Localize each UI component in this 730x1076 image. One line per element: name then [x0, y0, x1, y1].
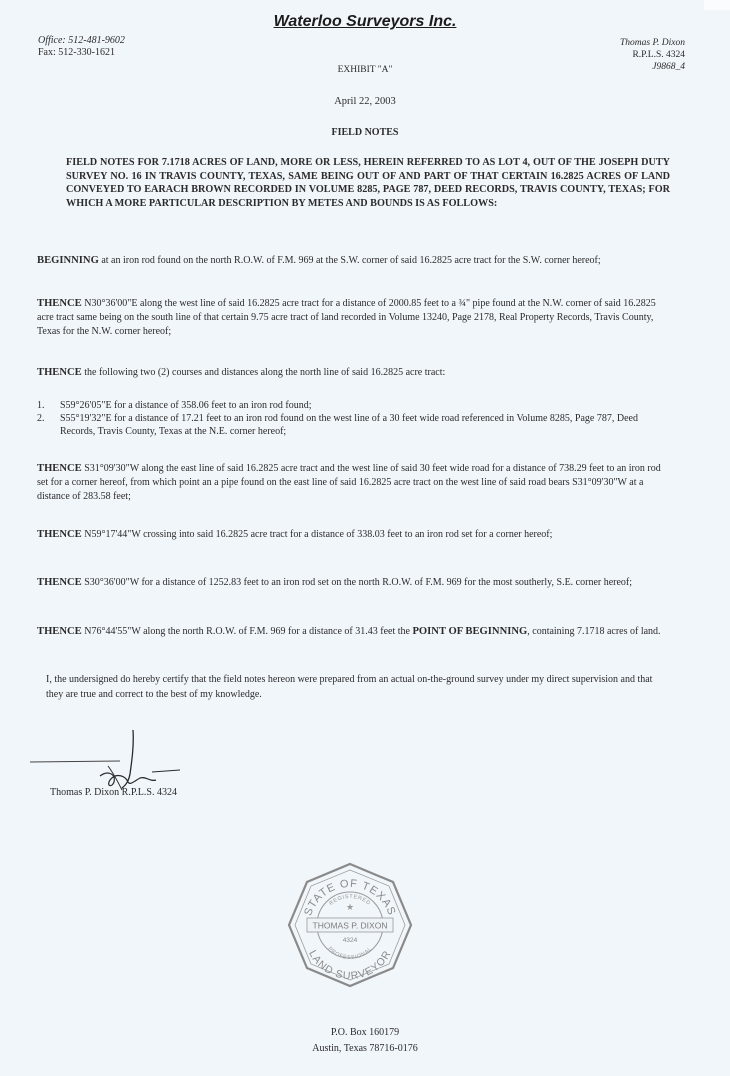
- svg-text:LAND SURVEYOR: [306, 948, 393, 982]
- paragraph-keyword: THENCE: [37, 577, 82, 588]
- paragraph-text: S30°36'00"W for a distance of 1252.83 feet to an iron rod set on the north R.O.W. of F.M. 969 for the most southerly, S.E. corner hereof;: [81, 577, 633, 588]
- license-number: R.P.L.S. 4324: [632, 50, 685, 60]
- footer-address: [0, 1025, 730, 1057]
- paragraph-point-of-beginning: [37, 625, 667, 639]
- paragraph-text: at an iron rod found on the north R.O.W. of F.M. 969 at the S.W. corner of said 16.2825 acre tract for the S.W. corner hereof;: [98, 255, 601, 266]
- paragraph-course-south: [37, 462, 667, 504]
- signature-name: Thomas P. Dixon R.P.L.S. 4324: [50, 787, 177, 798]
- po-box: P.O. Box 160179: [330, 1027, 400, 1038]
- seal-profession: LAND SURVEYOR: [306, 948, 394, 983]
- list-item: [37, 399, 671, 412]
- seal-star-icon: ★: [345, 902, 355, 912]
- intro-paragraph: FIELD NOTES FOR 7.1718 ACRES OF LAND, MORE OR LESS, HEREIN REFERRED TO AS LOT 4, OUT OF THE JOSEPH DUTY SURVEY NO. 16 IN TRAVIS COUNTY, TEXAS, SAME BEING OUT OF AND PART OF THAT CERTAIN 16.2825 ACRES OF LAND CONVEYED TO EARACH BROWN RECORDED IN VOLUME 8285, PAGE 787, DEED RECORDS, TRAVIS COUNTY, TEXAS; FOR WHICH A MORE PARTICULAR DESCRIPTION BY METES AND BOUNDS IS AS FOLLOWS:: [66, 157, 670, 210]
- paragraph-text: N76°44'55"W along the north R.O.W. of F.M. 969 for a distance of 31.43 feet the: [81, 626, 413, 637]
- paragraph-keyword: THENCE: [37, 367, 82, 378]
- seal-professional: PROFESSIONAL: [326, 946, 374, 962]
- surveyor-seal: [285, 860, 415, 990]
- list-item: [37, 412, 671, 438]
- seal-state: STATE OF TEXAS: [302, 877, 398, 918]
- file-number: J9868_4: [652, 62, 685, 72]
- paragraph-text: , containing 7.1718 acres of land.: [527, 626, 661, 637]
- paragraph-text: N59°17'44"W crossing into said 16.2825 acre tract for a distance of 338.03 feet to an iron rod set for a corner hereof;: [81, 529, 553, 540]
- seal-license-number: 4324: [342, 937, 358, 944]
- document-date: April 22, 2003: [334, 96, 396, 107]
- paragraph-keyword: THENCE: [37, 463, 82, 474]
- paragraph-text: the following two (2) courses and distances along the north line of said 16.2825 acre tract:: [81, 367, 446, 378]
- paragraph-keyword: THENCE: [37, 626, 82, 637]
- list-number: 1.: [37, 400, 45, 411]
- exhibit-label: EXHIBIT "A": [337, 65, 393, 75]
- surveyor-name: Thomas P. Dixon: [619, 38, 685, 48]
- city-state-zip: Austin, Texas 78716-0176: [312, 1043, 418, 1054]
- point-of-beginning-label: POINT OF BEGINNING: [412, 626, 528, 637]
- svg-text:PROFESSIONAL: [326, 946, 373, 961]
- list-text: S55°19'32"E for a distance of 17.21 feet to an iron rod found on the west line of a 30 feet wide road referenced in Volume 8285, Page 787, Deed Records, Travis County, Texas at the N.E. corner hereof;: [60, 413, 638, 437]
- paragraph-keyword: THENCE: [37, 529, 82, 540]
- list-number: 2.: [37, 413, 45, 424]
- paragraph-text: N30°36'00"E along the west line of said 16.2825 acre tract for a distance of 2000.85 feet to a ¾" pipe found at the N.W. corner of said 16.2825 acre tract same being on the south line of that certain 9.75 acre tract of land recorded in Volume 13240, Page 2178, Real Property Records, Travis County, Texas for the N.W. corner hereof;: [37, 298, 656, 337]
- paragraph-keyword: BEGINNING: [37, 255, 99, 266]
- courses-list: [37, 399, 671, 438]
- certification-statement: I, the undersigned do hereby certify that the field notes hereon were prepared from an actual on-the-ground survey under my direct supervision and that they are true and correct to the best of my knowledge.: [46, 674, 653, 700]
- paragraph-course-west: [37, 528, 667, 542]
- page-corner: [704, 0, 730, 10]
- office-phone: Office: 512-481-9602: [38, 35, 125, 46]
- company-name: Waterloo Surveyors Inc.: [273, 13, 457, 30]
- paragraph-text: S31°09'30"W along the east line of said 16.2825 acre tract and the west line of said 30 feet wide road for a distance of 738.29 feet to an iron rod set for a corner hereof, from which point an a pipe found on the east line of said 16.2825 acre tract on the west line of said road bears S31°09'30"W at a distance of 283.58 feet;: [37, 463, 661, 502]
- paragraph-course-north: [37, 297, 667, 339]
- paragraph-beginning: [37, 254, 667, 268]
- office-contact: [38, 35, 125, 59]
- seal-registered: REGISTERED: [328, 893, 372, 907]
- seal-surveyor-name: THOMAS P. DIXON: [312, 920, 388, 931]
- paragraph-two-courses: [37, 366, 667, 380]
- list-text: S59°26'05"E for a distance of 358.06 feet to an iron rod found;: [60, 400, 312, 411]
- fax-number: Fax: 512-330-1621: [38, 47, 115, 58]
- paragraph-course-southwest: [37, 576, 667, 590]
- document-title: FIELD NOTES: [331, 127, 399, 138]
- paragraph-keyword: THENCE: [37, 298, 82, 309]
